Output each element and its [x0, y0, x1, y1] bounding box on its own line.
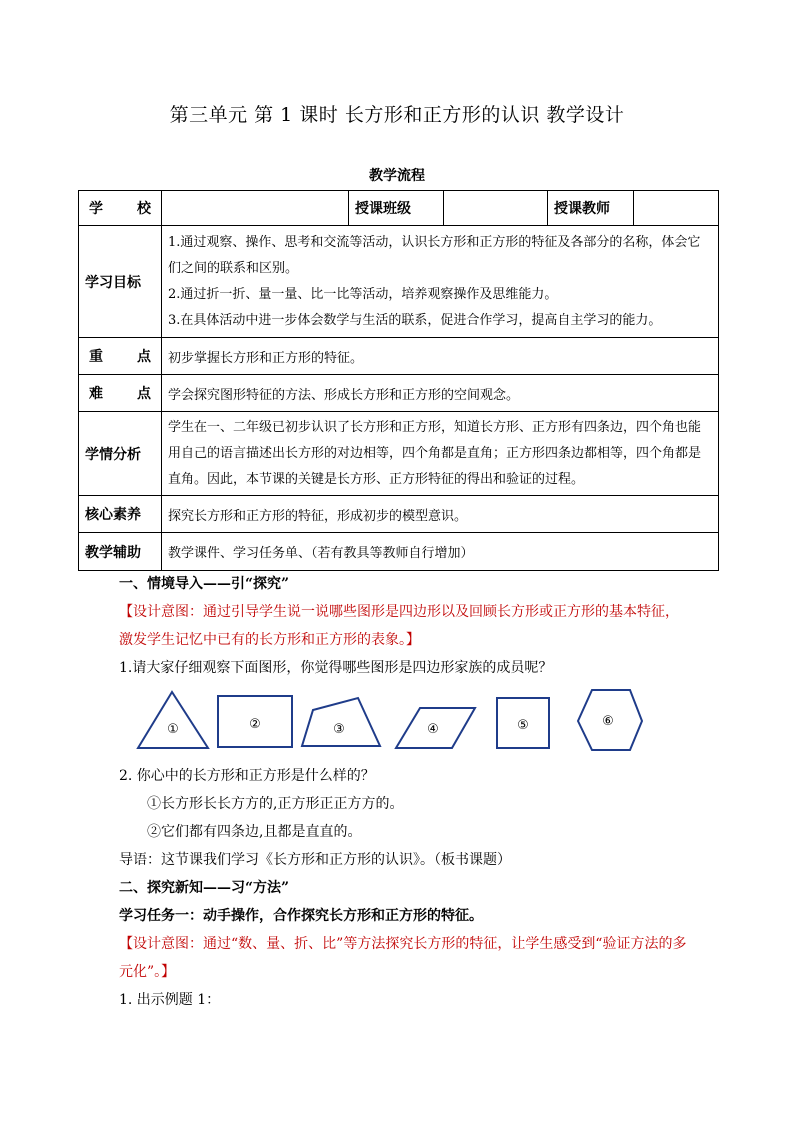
table-row-objectives	[79, 226, 719, 338]
table-row-school	[79, 191, 719, 226]
question-2: 2. 你心中的长方形和正方形是什么样的？	[119, 768, 375, 784]
difficulty-label: 难 点	[79, 375, 162, 412]
shape-label-6: ⑥	[602, 714, 614, 729]
table-row-analysis	[79, 412, 719, 496]
table-row-key-point	[79, 338, 719, 375]
class-value[interactable]	[444, 191, 548, 226]
section-2-design-intent: 【设计意图：通过“数、量、折、比”等方法探究长方形的特征，让学生感受到“验证方法的多元化”。】	[119, 936, 687, 980]
lesson-intro: 导语：这节课我们学习《长方形和正方形的认识》。（板书课题）	[119, 852, 511, 868]
school-label: 学 校	[79, 191, 162, 226]
objectives-label: 学习目标	[79, 226, 162, 338]
key-point-label: 重 点	[79, 338, 162, 375]
school-value[interactable]	[162, 191, 349, 226]
shape-label-1: ①	[167, 722, 179, 737]
shape-triangle	[138, 692, 208, 748]
aids-content: 教学课件、学习任务单、（若有教具等教师自行增加）	[162, 533, 719, 571]
analysis-content: 学生在一、二年级已初步认识了长方形和正方形，知道长方形、正方形有四条边，四个角也能用自己的语言描述出长方形的对边相等，四个角都是直角；正方形四条边都相等，四个角都是直角。因此，本节课的关键是长方形、正方形特征的得出和验证的过程。	[162, 412, 719, 496]
lesson-plan-table	[78, 190, 719, 571]
key-point-content: 初步掌握长方形和正方形的特征。	[162, 338, 719, 375]
objective-2: 2.通过折一折、量一量、比一比等活动，培养观察操作及思维能力。	[168, 286, 558, 302]
table-subtitle: 教学流程	[369, 168, 425, 184]
page-title: 第三单元 第 1 课时 长方形和正方形的认识 教学设计	[169, 104, 625, 126]
core-literacy-label: 核心素养	[79, 496, 162, 533]
core-literacy-content: 探究长方形和正方形的特征，形成初步的模型意识。	[162, 496, 719, 533]
table-row-core-literacy	[79, 496, 719, 533]
learning-task-1: 学习任务一：动手操作，合作探究长方形和正方形的特征。	[119, 908, 483, 924]
section-1-continued	[119, 762, 689, 1014]
objective-1: 1.通过观察、操作、思考和交流等活动，认识长方形和正方形的特征及各部分的名称，体会它们之间的联系和区别。	[168, 234, 701, 276]
quadrilateral-shapes-figure	[130, 688, 650, 752]
objectives-content	[162, 226, 719, 338]
teacher-label: 授课教师	[548, 191, 634, 226]
analysis-label: 学情分析	[79, 412, 162, 496]
teacher-value[interactable]	[634, 191, 719, 226]
table-row-difficulty	[79, 375, 719, 412]
objective-3: 3.在具体活动中进一步体会数学与生活的联系，促进合作学习，提高自主学习的能力。	[168, 312, 662, 328]
example-1: 1. 出示例题 1：	[119, 992, 221, 1008]
section-1-heading: 一、情境导入——引“探究”	[119, 576, 290, 592]
shape-label-2: ②	[249, 717, 261, 732]
class-label: 授课班级	[349, 191, 444, 226]
shape-label-4: ④	[427, 722, 439, 737]
section-2-heading: 二、探究新知——习“方法”	[119, 880, 290, 896]
answer-2: ②它们都有四条边,且都是直直的。	[147, 824, 362, 840]
section-1	[119, 570, 689, 682]
shape-label-5: ⑤	[517, 718, 529, 733]
table-row-aids	[79, 533, 719, 571]
question-1: 1.请大家仔细观察下面图形，你觉得哪些图形是四边形家族的成员呢？	[119, 660, 553, 676]
answer-1: ①长方形长长方方的,正方形正正方方的。	[147, 796, 404, 812]
section-1-design-intent: 【设计意图：通过引导学生说一说哪些图形是四边形以及回顾长方形或正方形的基本特征，激发学生记忆中已有的长方形和正方形的表象。】	[119, 604, 679, 648]
difficulty-content: 学会探究图形特征的方法、形成长方形和正方形的空间观念。	[162, 375, 719, 412]
shape-label-3: ③	[333, 722, 345, 737]
aids-label: 教学辅助	[79, 533, 162, 571]
